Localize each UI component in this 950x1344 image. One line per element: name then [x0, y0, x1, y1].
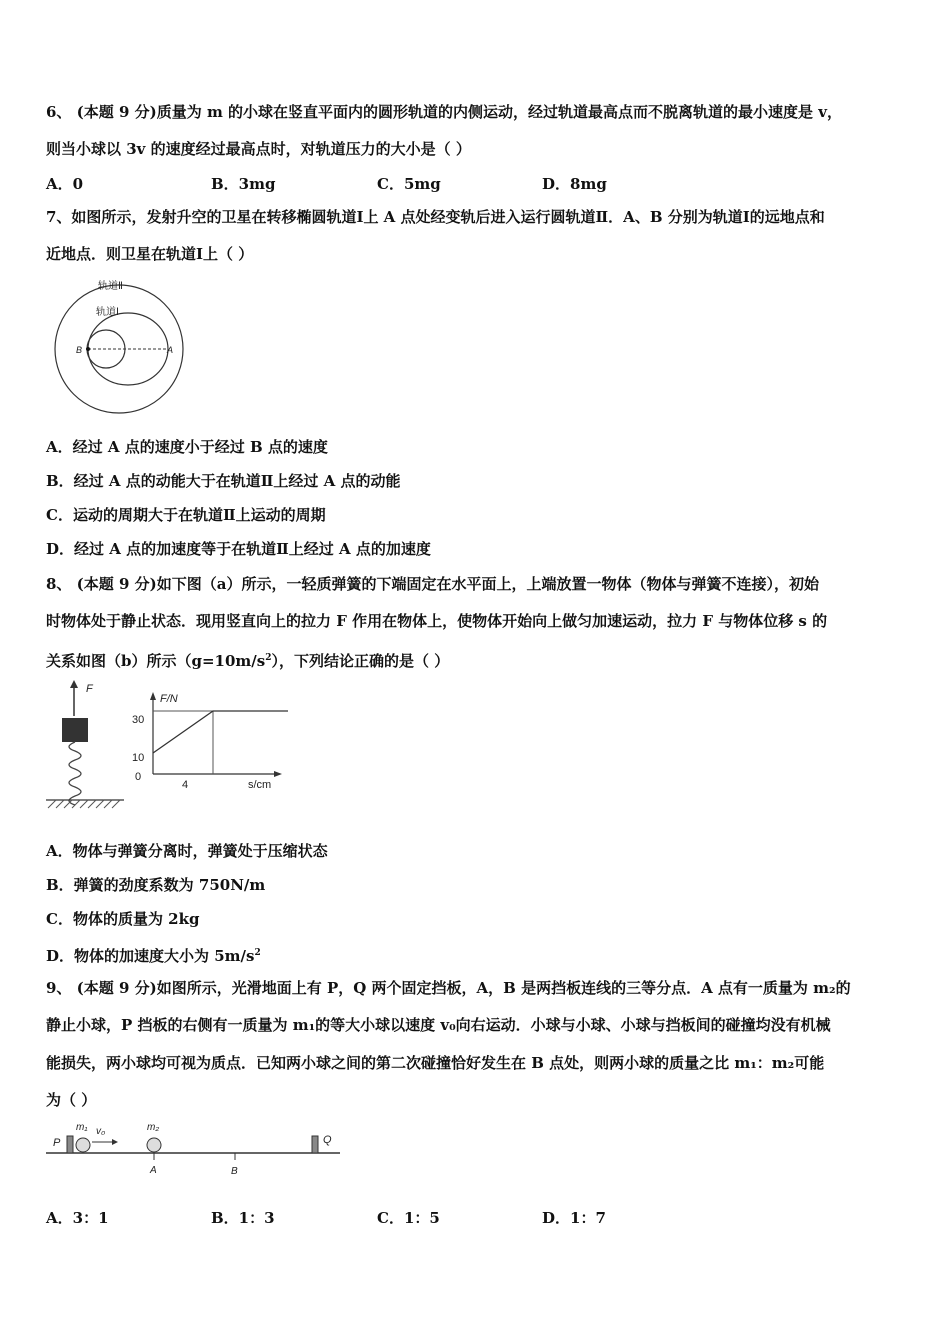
- force-label: F: [86, 683, 93, 695]
- ball-m1-label: m₁: [76, 1122, 88, 1133]
- orbit-ii-label: 轨道Ⅱ: [98, 281, 123, 292]
- q9-option-b: B．1：3: [211, 1209, 275, 1227]
- x-axis-label: s/cm: [248, 779, 272, 791]
- q8-line-3: 关系如图（b）所示$(g=10m/s^2)$，下列结论正确的是（ ）: [46, 652, 450, 670]
- y-tick-0: 0: [135, 771, 142, 783]
- point-b-label: B: [76, 345, 83, 355]
- point-a-label: A: [167, 345, 174, 355]
- x-tick-4: 4: [182, 779, 189, 791]
- q6-option-b: B．3mg: [211, 175, 276, 193]
- orbit-i-label: 轨道Ⅰ: [96, 307, 119, 318]
- q8-line-1: 8、 (本题 9 分)如下图（a）所示，一轻质弹簧的下端固定在水平面上，上端放置一物体（物体与弹簧不连接），初始: [46, 575, 819, 593]
- barrier-p-label: P: [53, 1137, 61, 1149]
- x-axis-arrow: [274, 771, 282, 777]
- q6-option-d: D．8mg: [542, 175, 607, 193]
- q9-option-c: C．1：5: [377, 1209, 440, 1227]
- q8-option-c: C．物体的质量为 2kg: [46, 910, 200, 928]
- force-arrow-head: [70, 680, 78, 688]
- point-a-label: A: [150, 1165, 157, 1176]
- q7-line-1: 7、如图所示，发射升空的卫星在转移椭圆轨道Ⅰ上 A 点处经变轨后进入运行圆轨道Ⅱ．A、B 分别为轨道Ⅰ的远地点和: [46, 208, 825, 226]
- q7-line-2: 近地点．则卫星在轨道Ⅰ上（ ）: [46, 245, 254, 263]
- collision-diagram: [46, 1120, 344, 1180]
- velocity-arrow-head: [112, 1139, 118, 1145]
- ball-m1: [76, 1138, 90, 1152]
- velocity-label: v₀: [96, 1126, 106, 1137]
- q7-option-b: B．经过 A 点的动能大于在轨道Ⅱ上经过 A 点的动能: [46, 472, 401, 490]
- q8-option-a: A．物体与弹簧分离时，弹簧处于压缩状态: [46, 842, 328, 860]
- barrier-p: [67, 1136, 73, 1153]
- force-series-line: [153, 711, 288, 753]
- q9-line-4: 为（ ）: [46, 1091, 97, 1109]
- q8-option-b: B．弹簧的劲度系数为 750N/m: [46, 876, 266, 894]
- q9-option-a: A．3：1: [46, 1209, 109, 1227]
- q9-option-d: D．1：7: [542, 1209, 606, 1227]
- y-axis-arrow: [150, 692, 156, 700]
- force-displacement-chart: [128, 690, 288, 794]
- q7-option-c: C．运动的周期大于在轨道Ⅱ上运动的周期: [46, 506, 326, 524]
- y-tick-10: 10: [132, 752, 145, 764]
- y-axis-label: F/N: [160, 693, 178, 705]
- q7-option-a: A．经过 A 点的速度小于经过 B 点的速度: [46, 438, 328, 456]
- q6-line-2: 则当小球以 3v 的速度经过最高点时，对轨道压力的大小是（ ）: [46, 140, 471, 158]
- q6-line-1: 6、 (本题 9 分)质量为 m 的小球在竖直平面内的圆形轨道的内侧运动，经过轨道最高点而不脱离轨道的最小速度是 v，: [46, 103, 842, 121]
- ball-m2: [147, 1138, 161, 1152]
- q9-line-1: 9、 (本题 9 分)如图所示，光滑地面上有 P，Q 两个固定挡板，A，B 是两挡板连线的三等分点．A 点有一质量为 m₂的: [46, 979, 851, 997]
- barrier-q: [312, 1136, 318, 1153]
- point-b-dot: [86, 347, 90, 351]
- q6-option-c: C．5mg: [377, 175, 441, 193]
- q9-line-2: 静止小球，P 挡板的右侧有一质量为 m₁的等大小球以速度 v₀向右运动．小球与小球、小球与挡板间的碰撞均没有机械: [46, 1016, 831, 1034]
- q9-line-3: 能损失，两小球均可视为质点．已知两小球之间的第二次碰撞恰好发生在 B 点处，则两小球的质量之比 m₁：m₂可能: [46, 1054, 825, 1072]
- ground-hatch: [48, 800, 120, 808]
- spring: [69, 742, 81, 805]
- q8-option-d: D．物体的加速度大小为 $5m/s^2$: [46, 947, 261, 965]
- orbit-diagram: [46, 275, 186, 415]
- barrier-q-label: Q: [323, 1134, 332, 1146]
- ball-m2-label: m₂: [147, 1122, 160, 1133]
- block: [62, 718, 88, 742]
- y-tick-30: 30: [132, 714, 145, 726]
- q7-option-d: D．经过 A 点的加速度等于在轨道Ⅱ上经过 A 点的加速度: [46, 540, 431, 558]
- q8-line-2: 时物体处于静止状态．现用竖直向上的拉力 F 作用在物体上，使物体开始向上做匀加速运动，拉力 F 与物体位移 s 的: [46, 612, 828, 630]
- point-b-label: B: [231, 1166, 238, 1177]
- spring-diagram: [44, 678, 130, 814]
- q6-option-a: A．0: [46, 175, 84, 193]
